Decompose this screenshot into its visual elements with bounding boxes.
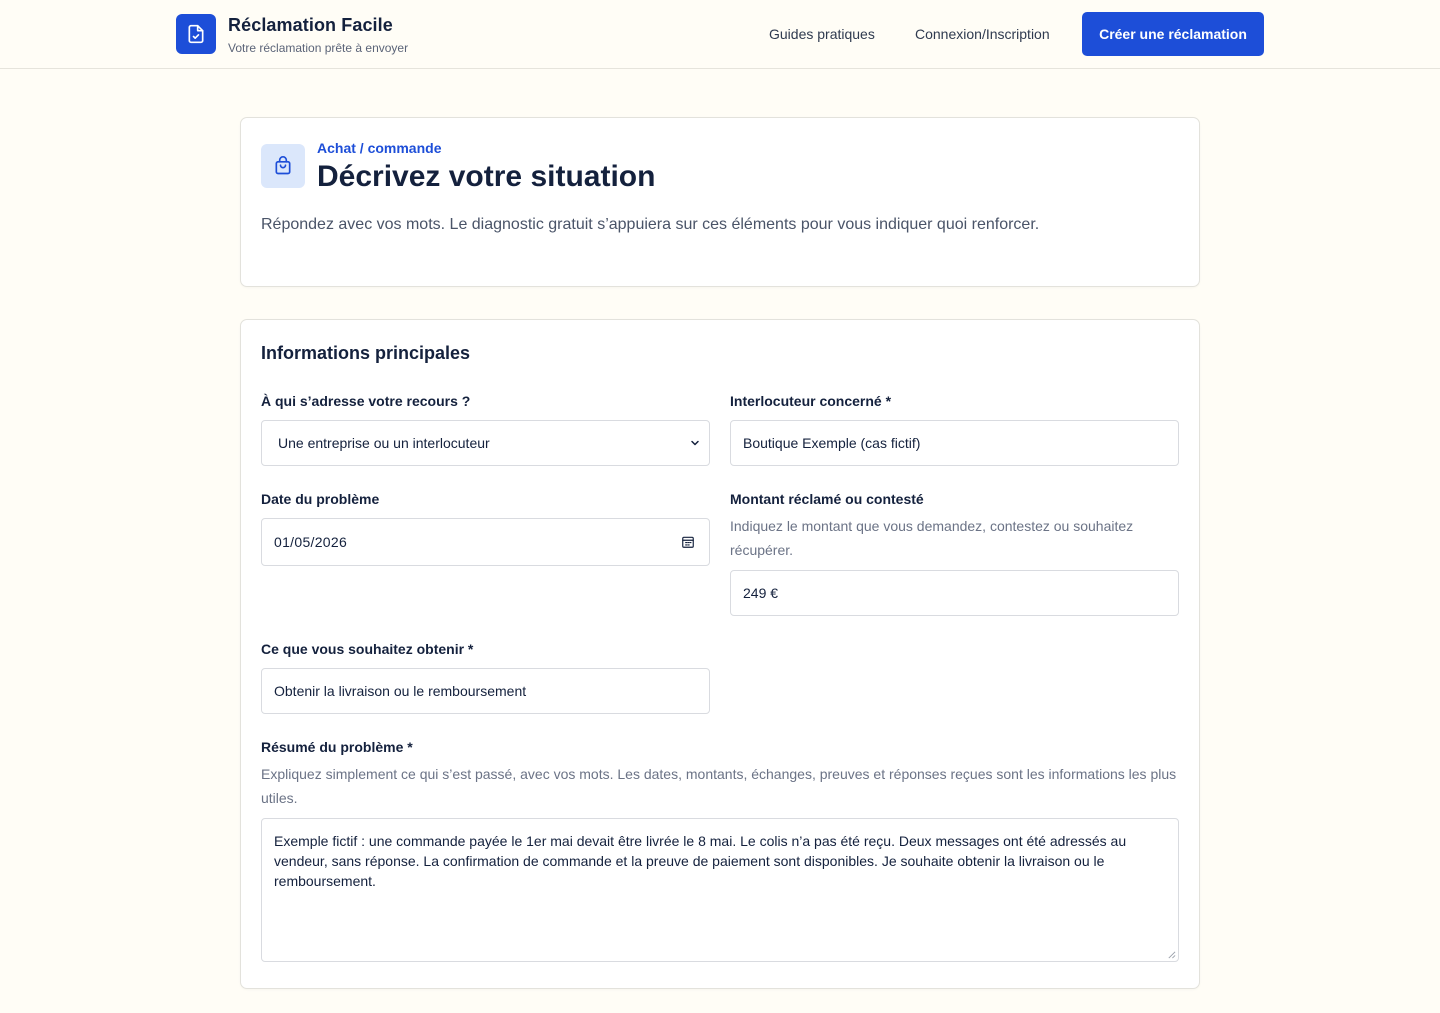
logo[interactable] — [176, 14, 216, 54]
summary-label: Résumé du problème * — [261, 739, 413, 755]
main-info-form — [240, 319, 1200, 989]
amount-label: Montant réclamé ou contesté — [730, 491, 924, 507]
shopping-bag-icon — [273, 156, 293, 176]
goal-value: Obtenir la livraison ou le remboursement — [274, 683, 527, 699]
page-title: Décrivez votre situation — [317, 160, 656, 193]
summary-textarea[interactable] — [261, 818, 1179, 962]
date-label: Date du problème — [261, 491, 380, 507]
amount-value: 249 € — [743, 585, 779, 601]
chevron-down-icon — [689, 437, 701, 449]
section-title: Informations principales — [261, 343, 471, 363]
intro-card — [240, 117, 1200, 287]
brand-subtitle: Votre réclamation prête à envoyer — [228, 41, 409, 55]
contact-value: Boutique Exemple (cas fictif) — [743, 435, 921, 451]
summary-hint: Expliquez simplement ce qui s’est passé, avec vos mots. Les dates, montants, échanges, preuves et réponses reçues sont les informations les plus utiles. — [261, 766, 1177, 806]
goal-input[interactable] — [261, 668, 710, 714]
date-input[interactable] — [261, 518, 710, 566]
recipient-type-value: Une entreprise ou un interlocuteur — [278, 435, 490, 451]
summary-value: Exemple fictif : une commande payée le 1er mai devait être livrée le 8 mai. Le colis n’a pas été reçu. Deux messages ont été adressés au vendeur, sans réponse. La confirmation de commande et la preuve de paiement sont disponibles. Je souhaite obtenir la livraison ou le remboursement. — [274, 833, 1127, 889]
category-eyebrow: Achat / commande — [317, 140, 442, 156]
brand-title[interactable]: Réclamation Facile — [228, 15, 393, 35]
category-icon-box — [261, 144, 305, 188]
goal-label: Ce que vous souhaitez obtenir * — [261, 641, 474, 657]
amount-input[interactable] — [730, 570, 1179, 616]
date-value: 01/05/2026 — [274, 534, 348, 550]
recipient-type-select[interactable] — [261, 420, 710, 466]
contact-input[interactable] — [730, 420, 1179, 466]
intro-description: Répondez avec vos mots. Le diagnostic gratuit s’appuiera sur ces éléments pour vous indiquer quoi renforcer. — [261, 216, 1040, 233]
resize-handle-icon[interactable] — [1167, 950, 1176, 959]
calendar-icon[interactable] — [681, 535, 695, 549]
nav-link-guides[interactable]: Guides pratiques — [769, 26, 875, 42]
recipient-type-label: À qui s’adresse votre recours ? — [261, 393, 471, 409]
site-header — [0, 0, 1440, 69]
document-check-icon — [186, 24, 206, 44]
contact-label: Interlocuteur concerné * — [730, 393, 892, 409]
amount-hint: Indiquez le montant que vous demandez, contestez ou souhaitez récupérer. — [730, 518, 1134, 558]
nav-link-login[interactable]: Connexion/Inscription — [915, 26, 1050, 42]
create-claim-button[interactable]: Créer une réclamation — [1082, 12, 1264, 56]
